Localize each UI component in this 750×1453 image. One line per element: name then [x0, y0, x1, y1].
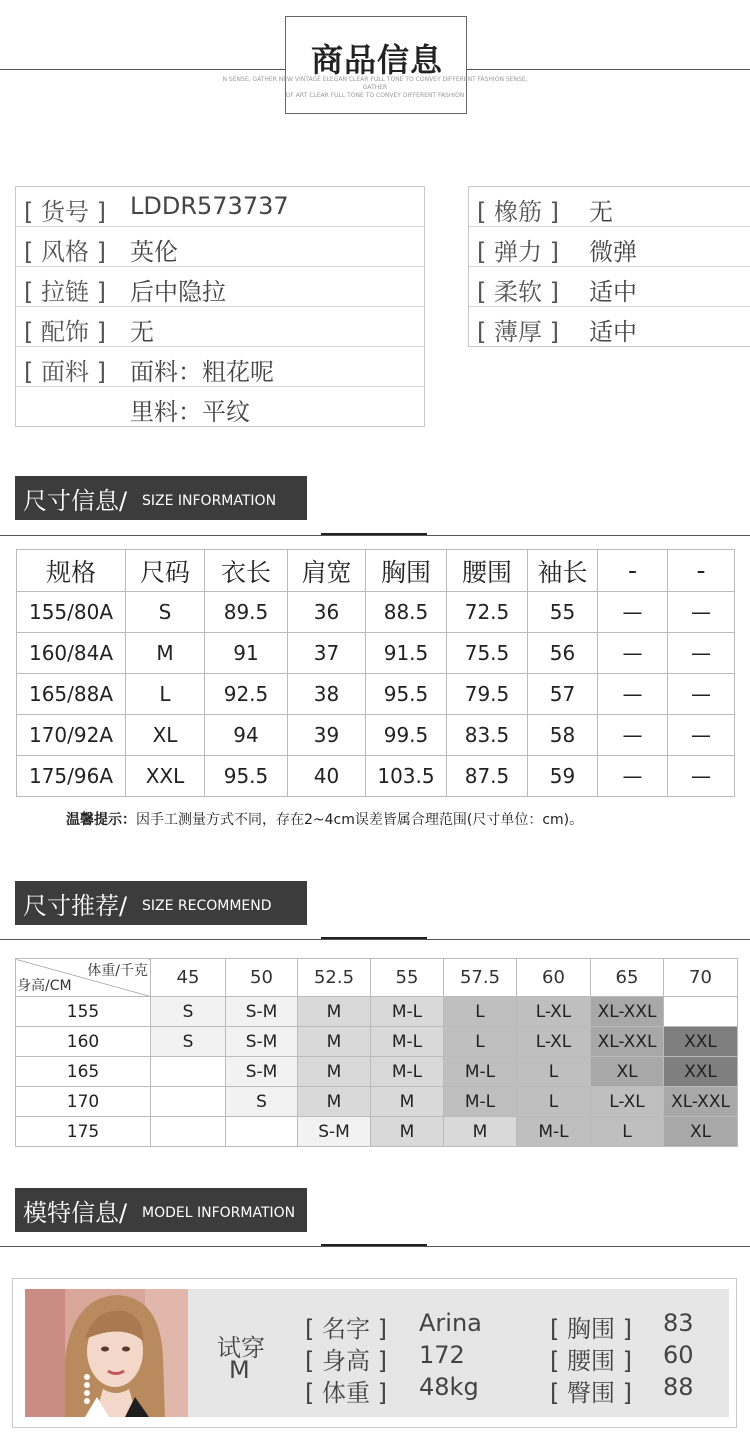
table-row: [16, 1027, 738, 1057]
size-cell: 89.5: [205, 592, 288, 633]
recommend-cell: S-M: [226, 997, 298, 1027]
section-title-en: SIZE RECOMMEND: [142, 898, 272, 914]
size-cell: 38: [288, 674, 366, 715]
height-axis-label: 身高/CM: [17, 978, 72, 994]
weight-header-cell: 55: [371, 959, 444, 997]
recommend-cell: [664, 997, 738, 1027]
section-divider: [0, 1246, 750, 1247]
recommend-cell: XL: [664, 1117, 738, 1147]
size-header-cell: 衣长: [205, 550, 288, 592]
recommend-cell: L-XL: [517, 997, 591, 1027]
info-value: 无: [589, 198, 613, 226]
info-value: 里料：平纹: [130, 398, 250, 426]
model-bust-label: [ 胸围 ]: [550, 1315, 632, 1343]
model-height-label: [ 身高 ]: [305, 1347, 387, 1375]
model-bust: 83: [663, 1309, 694, 1337]
info-row-fabric: [16, 347, 424, 387]
info-row-elastic-band: [469, 187, 750, 227]
size-cell: —: [668, 674, 735, 715]
size-cell: L: [126, 674, 205, 715]
section-title-en: SIZE INFORMATION: [142, 493, 277, 509]
table-row: [17, 674, 735, 715]
recommend-corner-cell: [16, 959, 151, 997]
weight-header-cell: 57.5: [444, 959, 517, 997]
section-divider: [0, 535, 750, 536]
recommend-cell: S-M: [226, 1027, 298, 1057]
info-row-lining: [16, 387, 424, 426]
info-label: [ 配饰 ]: [24, 318, 106, 346]
height-cell: 165: [16, 1057, 151, 1087]
size-cell: —: [598, 633, 668, 674]
size-cell: 99.5: [366, 715, 447, 756]
recommend-cell: S-M: [298, 1117, 371, 1147]
recommend-cell: S: [151, 1027, 226, 1057]
size-header-cell: -: [668, 550, 735, 592]
size-cell: 40: [288, 756, 366, 797]
size-cell: 103.5: [366, 756, 447, 797]
recommend-cell: M: [298, 1057, 371, 1087]
recommend-cell: XL: [591, 1057, 664, 1087]
recommend-cell: XL-XXL: [591, 997, 664, 1027]
size-cell: 57: [528, 674, 598, 715]
size-cell: —: [668, 592, 735, 633]
size-cell: 175/96A: [17, 756, 126, 797]
size-cell: 165/88A: [17, 674, 126, 715]
section-title-en: MODEL INFORMATION: [142, 1205, 296, 1221]
model-hip-label: [ 臀围 ]: [550, 1379, 632, 1407]
size-cell: 39: [288, 715, 366, 756]
size-cell: 94: [205, 715, 288, 756]
model-portrait-illustration: [25, 1289, 188, 1417]
recommend-cell: [151, 1087, 226, 1117]
table-row: [16, 1087, 738, 1117]
recommend-cell: L: [517, 1087, 591, 1117]
table-row: [16, 1057, 738, 1087]
table-row: [17, 592, 735, 633]
subtitle-line-2: OF ART CLEAR FULL TONE TO CONVEY DIFFERENT FASHION: [285, 92, 465, 99]
recommend-cell: M: [298, 1027, 371, 1057]
size-cell: 160/84A: [17, 633, 126, 674]
recommend-cell: L: [591, 1117, 664, 1147]
info-row-thickness: [469, 307, 750, 346]
size-cell: —: [598, 715, 668, 756]
size-cell: —: [668, 715, 735, 756]
model-hip: 88: [663, 1373, 694, 1401]
info-label: [ 面料 ]: [24, 358, 106, 386]
weight-header-cell: 65: [591, 959, 664, 997]
info-value: 适中: [589, 318, 637, 346]
model-try-size: M: [229, 1356, 250, 1384]
recommend-cell: M-L: [444, 1057, 517, 1087]
info-label: [ 货号 ]: [24, 198, 106, 226]
title-subtitle: [215, 76, 535, 100]
recommend-cell: M: [371, 1087, 444, 1117]
recommend-cell: XXL: [664, 1027, 738, 1057]
recommend-cell: L-XL: [591, 1087, 664, 1117]
weight-header-cell: 70: [664, 959, 738, 997]
weight-header-cell: 60: [517, 959, 591, 997]
recommend-cell: L: [444, 1027, 517, 1057]
recommend-cell: M-L: [444, 1087, 517, 1117]
model-waist-label: [ 腰围 ]: [550, 1347, 632, 1375]
recommend-cell: M: [444, 1117, 517, 1147]
info-value: 适中: [589, 278, 637, 306]
recommend-cell: M-L: [517, 1117, 591, 1147]
recommend-cell: XL-XXL: [591, 1027, 664, 1057]
table-row: [17, 715, 735, 756]
info-row-item-no: [16, 187, 424, 227]
recommend-cell: M: [298, 1087, 371, 1117]
page-title: 商品信息: [310, 41, 443, 79]
recommend-cell: M-L: [371, 1057, 444, 1087]
size-header-cell: 胸围: [366, 550, 447, 592]
product-info-left-table: [15, 186, 425, 427]
size-header-cell: 肩宽: [288, 550, 366, 592]
size-cell: 92.5: [205, 674, 288, 715]
size-cell: —: [668, 633, 735, 674]
size-cell: —: [598, 756, 668, 797]
note-prefix: 温馨提示：: [66, 812, 136, 828]
height-cell: 160: [16, 1027, 151, 1057]
info-value: 微弹: [589, 238, 637, 266]
recommend-cell: L: [517, 1057, 591, 1087]
size-cell: M: [126, 633, 205, 674]
size-cell: 95.5: [366, 674, 447, 715]
table-row: [16, 1117, 738, 1147]
recommend-cell: S: [226, 1087, 298, 1117]
model-name-label: [ 名字 ]: [305, 1315, 387, 1343]
info-label: [ 柔软 ]: [477, 278, 559, 306]
size-cell: 79.5: [447, 674, 528, 715]
info-label: [ 风格 ]: [24, 238, 106, 266]
info-value: 英伦: [130, 238, 178, 266]
model-name: Arina: [419, 1309, 482, 1337]
size-table: [16, 549, 735, 797]
size-cell: XL: [126, 715, 205, 756]
size-cell: 75.5: [447, 633, 528, 674]
section-divider: [0, 939, 750, 940]
size-cell: 88.5: [366, 592, 447, 633]
info-value: 后中隐拉: [130, 278, 226, 306]
size-cell: 37: [288, 633, 366, 674]
model-photo: [25, 1289, 188, 1417]
info-value: 无: [130, 318, 154, 346]
size-cell: 55: [528, 592, 598, 633]
size-cell: 87.5: [447, 756, 528, 797]
product-info-right-table: [468, 186, 750, 347]
size-cell: 59: [528, 756, 598, 797]
size-cell: 36: [288, 592, 366, 633]
weight-axis-label: 体重/千克: [87, 963, 148, 979]
recommend-cell: [151, 1057, 226, 1087]
weight-header-cell: 52.5: [298, 959, 371, 997]
recommend-cell: M-L: [371, 1027, 444, 1057]
model-try-label: 试穿: [217, 1334, 265, 1362]
size-cell: 58: [528, 715, 598, 756]
section-title-zh: 尺寸信息/: [23, 487, 128, 515]
recommend-header-row: [16, 959, 738, 997]
section-title-zh: 模特信息/: [23, 1199, 128, 1227]
weight-header-cell: 45: [151, 959, 226, 997]
recommend-cell: XXL: [664, 1057, 738, 1087]
size-cell: —: [598, 674, 668, 715]
size-recommend-table: [15, 958, 738, 1147]
recommend-cell: XL-XXL: [664, 1087, 738, 1117]
table-row: [17, 633, 735, 674]
measurement-note: [66, 809, 583, 829]
size-cell: 170/92A: [17, 715, 126, 756]
info-label: [ 拉链 ]: [24, 278, 106, 306]
size-cell: 95.5: [205, 756, 288, 797]
model-weight: 48kg: [419, 1373, 479, 1401]
table-row: [17, 756, 735, 797]
recommend-cell: [151, 1117, 226, 1147]
info-row-softness: [469, 267, 750, 307]
recommend-cell: M: [298, 997, 371, 1027]
size-cell: S: [126, 592, 205, 633]
info-label: [ 橡筋 ]: [477, 198, 559, 226]
info-label: [ 薄厚 ]: [477, 318, 559, 346]
size-header-cell: 规格: [17, 550, 126, 592]
table-row: [16, 997, 738, 1027]
recommend-cell: S: [151, 997, 226, 1027]
height-cell: 155: [16, 997, 151, 1027]
size-header-cell: -: [598, 550, 668, 592]
model-waist: 60: [663, 1341, 694, 1369]
size-header-cell: 袖长: [528, 550, 598, 592]
info-label: [ 弹力 ]: [477, 238, 559, 266]
recommend-cell: L-XL: [517, 1027, 591, 1057]
size-cell: 83.5: [447, 715, 528, 756]
recommend-cell: L: [444, 997, 517, 1027]
recommend-cell: M-L: [371, 997, 444, 1027]
recommend-cell: S-M: [226, 1057, 298, 1087]
section-header-size-recommend: [15, 881, 307, 925]
size-cell: —: [668, 756, 735, 797]
info-row-style: [16, 227, 424, 267]
size-cell: XXL: [126, 756, 205, 797]
size-header-cell: 腰围: [447, 550, 528, 592]
info-row-stretch: [469, 227, 750, 267]
model-weight-label: [ 体重 ]: [305, 1379, 387, 1407]
info-value: LDDR573737: [130, 192, 289, 220]
section-header-model-info: [15, 1188, 307, 1232]
size-table-header: [17, 550, 735, 592]
section-title-zh: 尺寸推荐/: [23, 892, 128, 920]
section-header-size-info: [15, 476, 307, 520]
height-cell: 170: [16, 1087, 151, 1117]
info-row-zipper: [16, 267, 424, 307]
size-cell: —: [598, 592, 668, 633]
size-header-cell: 尺码: [126, 550, 205, 592]
size-cell: 72.5: [447, 592, 528, 633]
info-value: 面料：粗花呢: [130, 358, 274, 386]
model-height: 172: [419, 1341, 465, 1369]
recommend-cell: [226, 1117, 298, 1147]
size-cell: 56: [528, 633, 598, 674]
size-cell: 91.5: [366, 633, 447, 674]
subtitle-line-1: N SENSE, GATHER NEW VINTAGE ELEGAN CLEAR FULL TONE TO CONVEY DIFFERENT FASHION SENSE, GATHER: [222, 76, 528, 91]
note-text: 因手工测量方式不同，存在2~4cm误差皆属合理范围(尺寸单位：cm)。: [136, 812, 584, 828]
size-cell: 155/80A: [17, 592, 126, 633]
weight-header-cell: 50: [226, 959, 298, 997]
recommend-cell: M: [371, 1117, 444, 1147]
height-cell: 175: [16, 1117, 151, 1147]
size-cell: 91: [205, 633, 288, 674]
info-row-accessory: [16, 307, 424, 347]
